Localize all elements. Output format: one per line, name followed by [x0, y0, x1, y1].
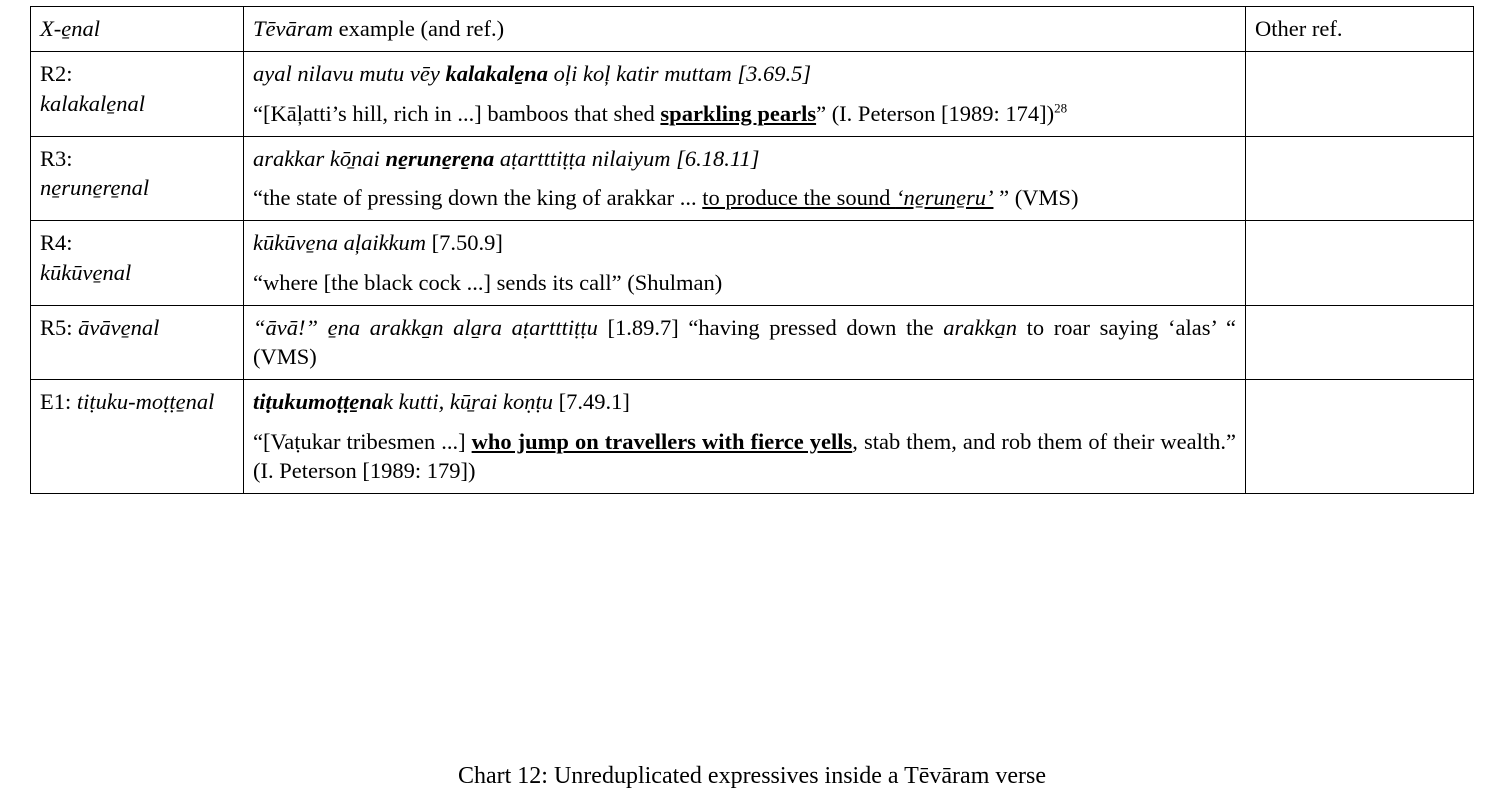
example-post: [7.50.9]	[426, 230, 503, 256]
gloss-pre: “the state of pressing down the king of arakkar ...	[253, 185, 703, 210]
gloss-post: ” (VMS)	[993, 185, 1079, 210]
example-bold: kalakale̱na	[445, 61, 548, 87]
row-label-plain: E1:	[40, 389, 77, 415]
gloss-bold: sparkling pearls	[660, 100, 817, 126]
row-example-cell-e1	[244, 380, 1246, 494]
example-post: oļi koļ katir muttam [3.69.5]	[547, 61, 812, 87]
gloss-pre: “[Vaṭukar tribesmen ...]	[253, 428, 472, 454]
table-header-cell-other-ref	[1246, 7, 1474, 52]
table-row	[31, 221, 1474, 306]
row-label-cell-r4	[31, 221, 244, 306]
row-other-ref-cell-r3	[1246, 136, 1474, 221]
row-label-italic: āvāve̱nal	[78, 314, 160, 340]
row-label-italic: tiṭuku-moṭṭe̱nal	[76, 389, 215, 415]
row-label-cell-r3	[31, 136, 244, 221]
row-label-cell-r5	[31, 305, 244, 380]
example-ref: [1.89.7]	[597, 314, 689, 340]
gloss-pre: “having pressed down the	[688, 314, 944, 340]
footnote-marker: 28	[1054, 100, 1068, 115]
gloss-post: , stab them, and rob them of their wealth.” (I. Peterson [1989: 179])	[253, 428, 1236, 483]
row-other-ref-cell-r4	[1246, 221, 1474, 306]
row-label	[40, 313, 234, 342]
gloss-post: ” (I. Peterson [1989: 174])	[816, 100, 1055, 126]
table-row	[31, 52, 1474, 137]
example-line	[253, 228, 1236, 257]
row-label	[40, 387, 234, 416]
example-post: aṭartttiṭṭa nilaiyum [6.18.11]	[494, 145, 760, 171]
example-italic: “āvā!” e̱na arakka̱n ala̱ra aṭartttiṭṭu	[253, 314, 598, 340]
table-header-cell-example	[244, 7, 1246, 52]
header-label-tevaram: Tēvāram	[253, 16, 333, 41]
expressives-table	[30, 6, 1474, 494]
header-label-other-ref: Other ref.	[1255, 16, 1343, 41]
row-label-plain: R2:	[40, 61, 73, 87]
table-row	[31, 380, 1474, 494]
gloss-pre: “[Kāļatti’s hill, rich in ...] bamboos that shed	[253, 100, 661, 126]
example-italic: kūkūve̱na aļaikkum	[253, 230, 427, 256]
row-label-cell-r2	[31, 52, 244, 137]
row-example-cell-r5	[244, 305, 1246, 380]
row-example-cell-r3	[244, 136, 1246, 221]
table-caption: Chart 12: Unreduplicated expressives inside a Tēvāram verse	[457, 763, 1047, 789]
gloss-line	[253, 268, 1236, 297]
row-other-ref-cell-r2	[1246, 52, 1474, 137]
gloss-line	[253, 183, 1236, 212]
table-header-cell-x-enal	[31, 7, 244, 52]
gloss-post: to roar saying ‘alas’ “ (VMS)	[253, 314, 1236, 369]
row-label-plain: R5:	[40, 314, 79, 340]
gloss-line	[253, 99, 1236, 128]
header-label-example-rest: example (and ref.)	[333, 16, 505, 41]
row-label-cell-e1	[31, 380, 244, 494]
example-line	[253, 144, 1236, 173]
gloss-underline-italic: ‘ne̱rune̱ru’	[895, 185, 994, 210]
example-gloss-line	[253, 313, 1236, 372]
example-bold: ne̱rune̱re̱na	[385, 145, 495, 171]
table-header-row	[31, 7, 1474, 52]
example-bold: tiṭukumoṭṭe̱na	[253, 389, 384, 415]
gloss-italic: arakka̱n	[943, 314, 1017, 340]
gloss-text: “where [the black cock ...] sends its call” (Shulman)	[253, 269, 723, 295]
row-example-cell-r2	[244, 52, 1246, 137]
example-pre: ayal nilavu mutu vēy	[253, 61, 446, 87]
example-post: [7.49.1]	[553, 389, 630, 415]
gloss-bold: who jump on travellers with fierce yells	[471, 428, 853, 454]
row-label-italic: kūkūve̱nal	[40, 259, 132, 285]
gloss-underline: to produce the sound	[702, 185, 896, 210]
row-label-italic: kalakale̱nal	[40, 90, 145, 116]
row-label-plain: R4:	[40, 230, 73, 256]
example-line	[253, 59, 1236, 88]
row-other-ref-cell-e1	[1246, 380, 1474, 494]
gloss-line	[253, 427, 1236, 486]
row-label-plain: R3:	[40, 145, 73, 171]
example-italic: k kutti, kū̱rai koṇṭu	[383, 389, 554, 415]
row-other-ref-cell-r5	[1246, 305, 1474, 380]
row-example-cell-r4	[244, 221, 1246, 306]
table-row	[31, 136, 1474, 221]
row-label-italic: ne̱rune̱re̱nal	[40, 175, 150, 200]
example-line	[253, 387, 1236, 416]
example-pre: arakkar kō̱nai	[253, 145, 386, 171]
header-label-x-enal: X-e̱nal	[40, 16, 100, 41]
table-row	[31, 305, 1474, 380]
